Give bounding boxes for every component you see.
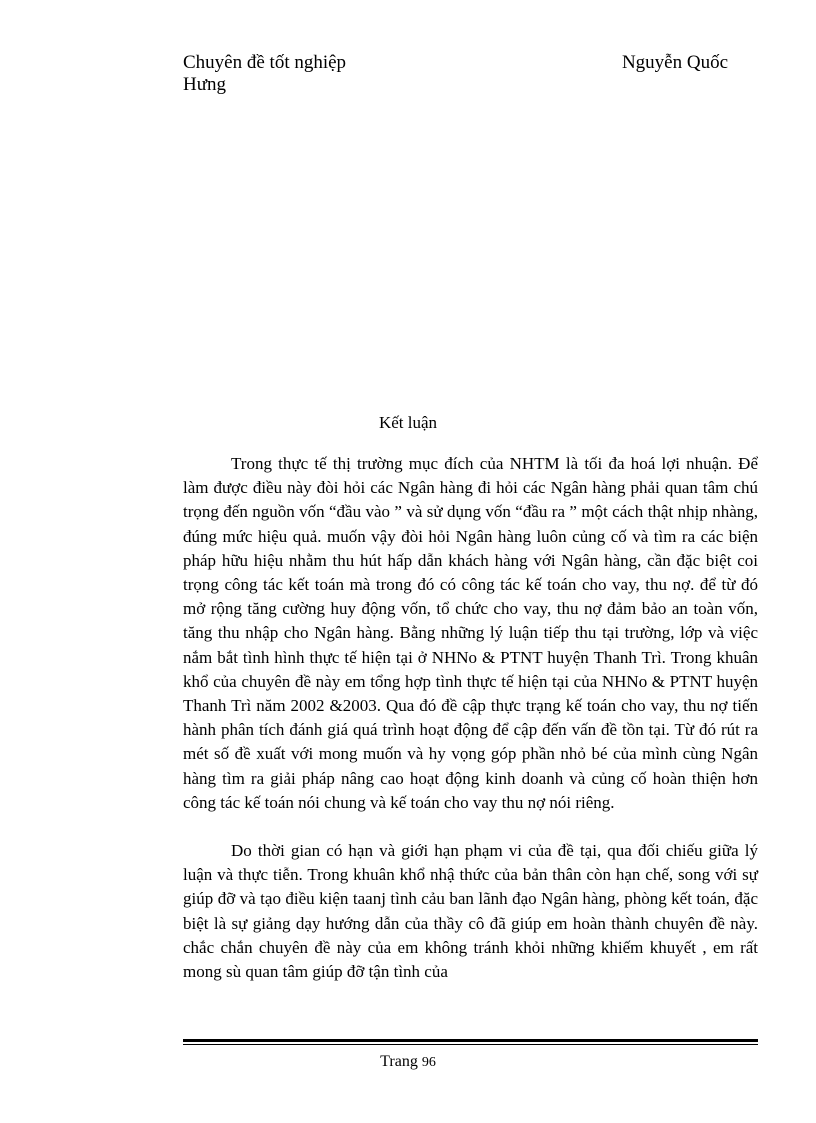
- footer-page-label: Trang: [380, 1053, 418, 1070]
- page-footer: [0, 1051, 816, 1074]
- paragraph-2: Do thời gian có hạn và giới hạn phạm vi của đề tại, qua đối chiếu giữa lý luận và thực tiễn. Trong khuân khổ nhậ thức của bản thân còn hạn chế, song với sự giúp đỡ và tạo điều kiện taanj tình cảu ban lãnh đạo Ngân hàng, phòng kết toán, đặc biệt là sự giảng dạy hướng dẫn của thầy cô đã giúp em hoàn thành chuyên đề này. chắc chắn chuyên đề này của em không tránh khỏi những khiếm khuyết , em rất mong sù quan tâm giúp đỡ tận tình của: [183, 841, 758, 982]
- header-author-name: Nguyễn Quốc: [621, 52, 728, 73]
- paragraph-1: Trong thực tế thị trường mục đích của NHTM là tối đa hoá lợi nhuận. Để làm được điều này đòi hỏi các Ngân hàng đi hỏi các Ngân hàng phải quan tâm chú trọng đến nguồn vốn “đầu vào ” và sử dụng vốn “đầu ra ” một cách thật nhịp nhàng, đúng mức hiệu quả. muốn vậy đòi hỏi Ngân hàng luôn củng cố và tìm ra các biện pháp hữu hiệu nhằm thu hút hấp dẫn khách hàng với Ngân hàng, cần đặc biệt coi trọng công tác kết toán mà trong đó có công tác kế toán cho vay, thu nợ. để từ đó mở rộng tăng cường huy động vốn, tổ chức cho vay, thu nợ đảm bảo an toàn vốn, tăng thu nhập cho Ngân hàng. Bằng những lý luận tiếp thu tại trường, lớp và việc nắm bắt tình hình thực tế hiện tại ở NHNo & PTNT huyện Thanh Trì. Trong khuân khổ của chuyên đề này em tổng hợp tình thực tế hiện tại của NHNo & PTNT huyện Thanh Trì năm 2002 &2003. Qua đó đề cập thực trạng kế toán cho vay, thu nợ tiến hành phân tích đánh giá quá trình hoạt động để cập đến vấn đề tồn tại. Từ đó rút ra mét số đề xuất với mong muốn và hy vọng góp phần nhỏ bé của mình cùng Ngân hàng tìm ra giải pháp nâng cao hoạt động kinh doanh và củng cố hoàn thiện hơn công tác kế toán nói chung và kế toán cho vay thu nợ nói riêng.: [183, 454, 758, 812]
- header-author-name-continued: Hưng: [183, 74, 227, 95]
- body-text: [183, 452, 758, 984]
- footer-page-number: 96: [421, 1055, 436, 1070]
- page-header: [183, 52, 728, 96]
- header-document-title: Chuyên đề tốt nghiệp: [183, 52, 347, 73]
- footer-thin-rule: [183, 1044, 758, 1045]
- section-title: Kết luận: [378, 413, 438, 432]
- footer-thick-rule: [183, 1039, 758, 1042]
